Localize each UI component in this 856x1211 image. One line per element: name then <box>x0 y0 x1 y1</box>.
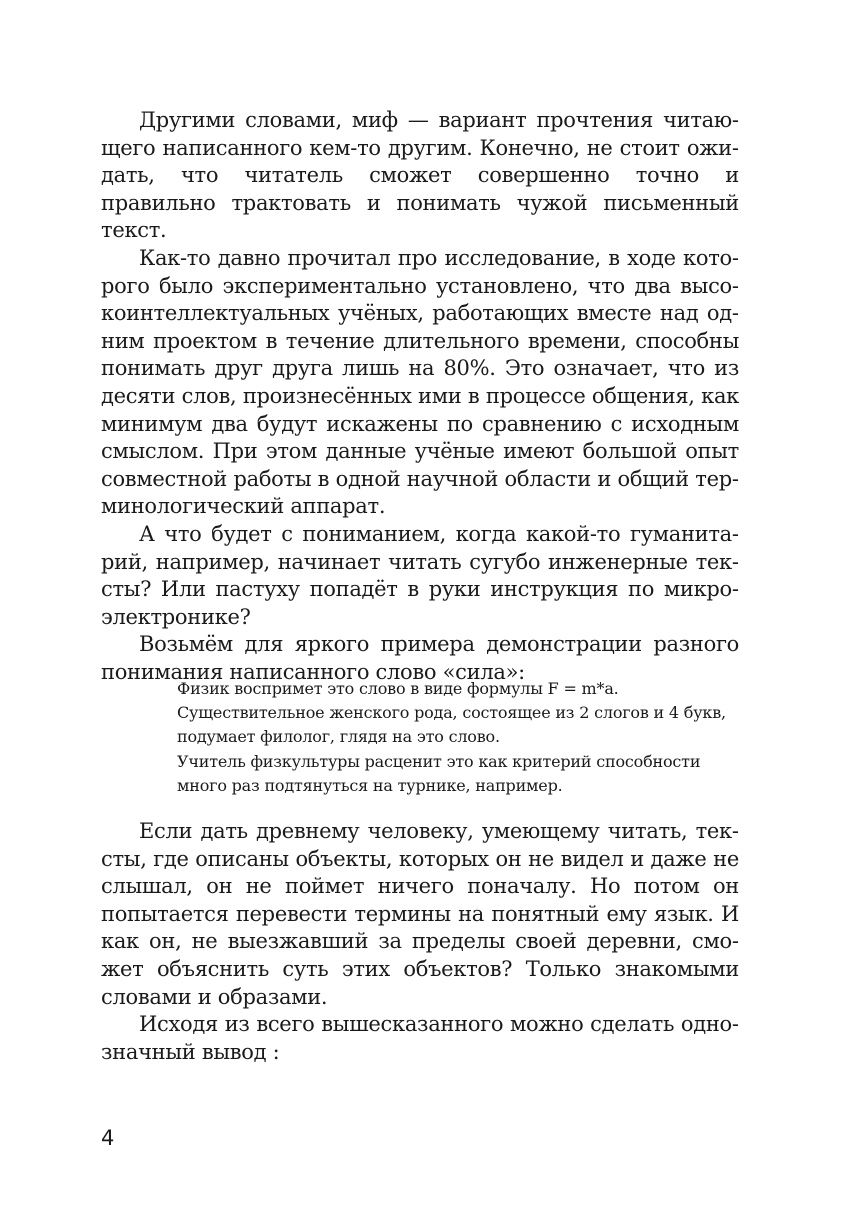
paragraph-word-sila-example: Возьмём для яркого примера демонстрации разного понимания написанного слово «сила»: <box>101 632 739 684</box>
page-number: 4 <box>101 1126 115 1150</box>
body-text-bottom <box>101 818 739 1066</box>
examples-quote-block <box>177 677 737 798</box>
body-text-top <box>101 107 739 686</box>
paragraph-research-80-percent: Как-то давно прочитал про исследование, в ходе которого было экспериментально установлено, что два высокоинтеллектуальных учёных, работающих вместе над одним проектом в течение длительного времени, способны понимать друг друга лишь на 80%. Это означает, что из десяти слов, произнесённых ими в процессе общения, как минимум два будут искажены по сравнению с исходным смыслом. При этом данные учёные имеют большой опыт совместной работы в одной научной области и общий терминологический аппарат. <box>101 245 739 519</box>
paragraph-myth-reading: Другими словами, миф — вариант прочтения читающего написанного кем-то другим. Конечно, не стоит ожидать, что читатель сможет совершенно точно и правильно трактовать и понимать чужой письменный текст. <box>101 108 739 243</box>
quote-line-pe-teacher: Учитель физкультуры расценит это как критерий способности много раз подтянуться на турнике, например. <box>177 751 701 795</box>
paragraph-humanitarian-question: А что будет с пониманием, когда какой-то гуманитарий, например, начинает читать сугубо инженерные тексты? Или пастуху попадёт в руки инструкция по микроэлектронике? <box>101 521 739 629</box>
paragraph-ancient-human: Если дать древнему человеку, умеющему читать, тексты, где описаны объекты, которых он не видел и даже не слышал, он не поймет ничего поначалу. Но потом он попытается перевести термины на понятный ему язык. И как он, не выезжавший за пределы своей деревни, сможет объяснить суть этих объектов? Только знакомыми словами и образами. <box>101 819 739 1009</box>
quote-line-philologist: Существительное женского рода, состоящее из 2 слогов и 4 букв, подумает филолог, глядя на это слово. <box>177 703 726 747</box>
quote-line-physicist: Физик воспримет это слово в виде формулы F = m*a. <box>177 679 619 698</box>
paragraph-conclusion-intro: Исходя из всего вышесказанного можно сделать однозначный вывод : <box>101 1012 739 1064</box>
